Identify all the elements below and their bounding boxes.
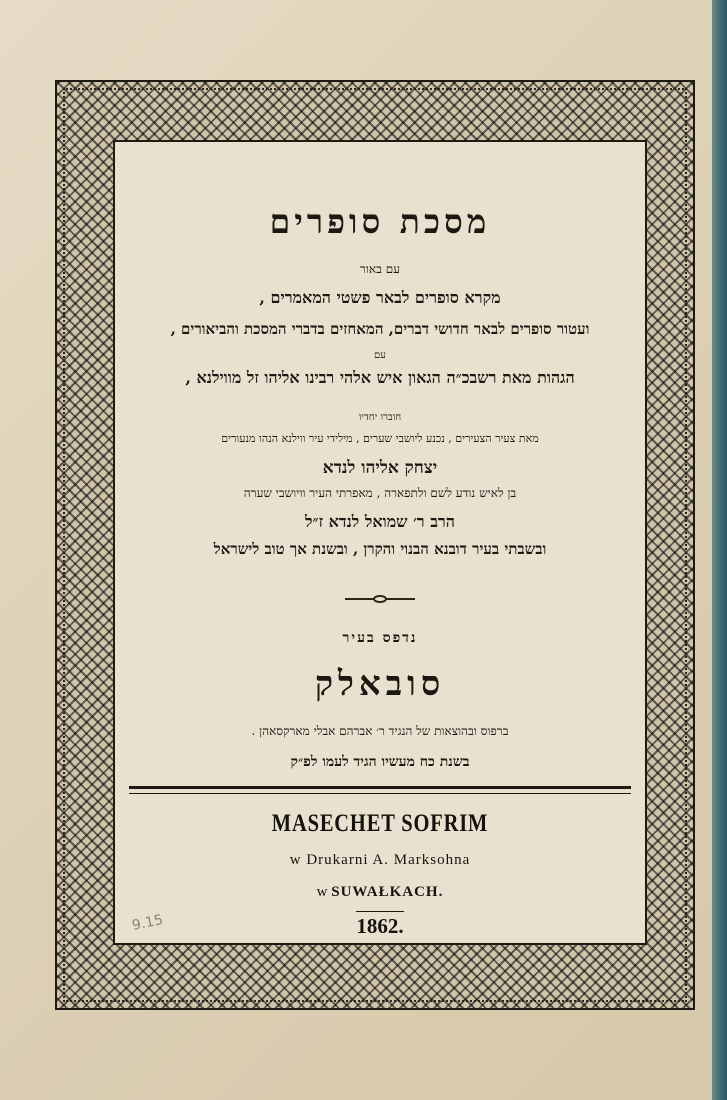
year-text: 1862. [356,911,403,938]
ornament-mark [345,595,415,603]
hebrew-line-7: מאת צעיר הצעירים , נכנע ליושבי שערים , מילידי עיר ווילנא הנהו מנעורים [221,432,539,445]
latin-city-line [115,884,645,901]
book-spine [712,0,727,1100]
latin-city-prefix: w [316,884,328,900]
divider-ornament [115,588,645,607]
pencil-note: 9.15 [130,911,165,935]
latin-title: MASECHET SOFRIM [271,810,489,837]
horizontal-rule [129,786,631,794]
hebrew-line-1: עם באור [359,262,401,276]
hebrew-line-3: ועטור סופרים לבאר חדושי דברים, המאחזים בדברי המסכת והביאורים , [170,320,590,338]
hebrew-line-4: עם [374,350,386,361]
latin-city: SUWAŁKACH. [331,884,444,900]
hebrew-line-9: בן לאיש נודע לשם ולתפארה , מאפרתי העיר וויושבי שערה [243,486,517,500]
year-line-hebrew: בשנת כח מעשיו הגיד לעמו לפ״ק [290,754,470,770]
hebrew-title: מסכת סופרים [269,202,491,241]
printer-line: ברפוס ובהוצאות של הנגיד ר׳ אברהם אבלי מארקסאהן . [251,724,509,738]
hebrew-line-6: חוברו יחדיו [358,412,402,423]
hebrew-line-5: הגהות מאת רשבכ״ה הגאון איש אלהי רבינו אליהו זל מווילנא , [185,368,575,387]
printed-in-line: נדפס בעיר [342,630,418,646]
publication-year [115,911,645,939]
hebrew-line-2: מקרא סופרים לבאר פשטי המאמרים , [259,288,501,307]
title-page-panel [113,140,647,945]
author-name: יצחק אליהו לנדא [322,458,438,478]
latin-printer: w Drukarni A. Marksohna [289,852,471,868]
hebrew-city: סובאלק [314,664,446,704]
father-name: הרב ר׳ שמואל לנדא ז״ל [305,512,455,531]
hebrew-line-11: ובשבתי בעיר דובנא הבנוי והקרן , ובשנת אך טוב לישראל [213,540,547,558]
